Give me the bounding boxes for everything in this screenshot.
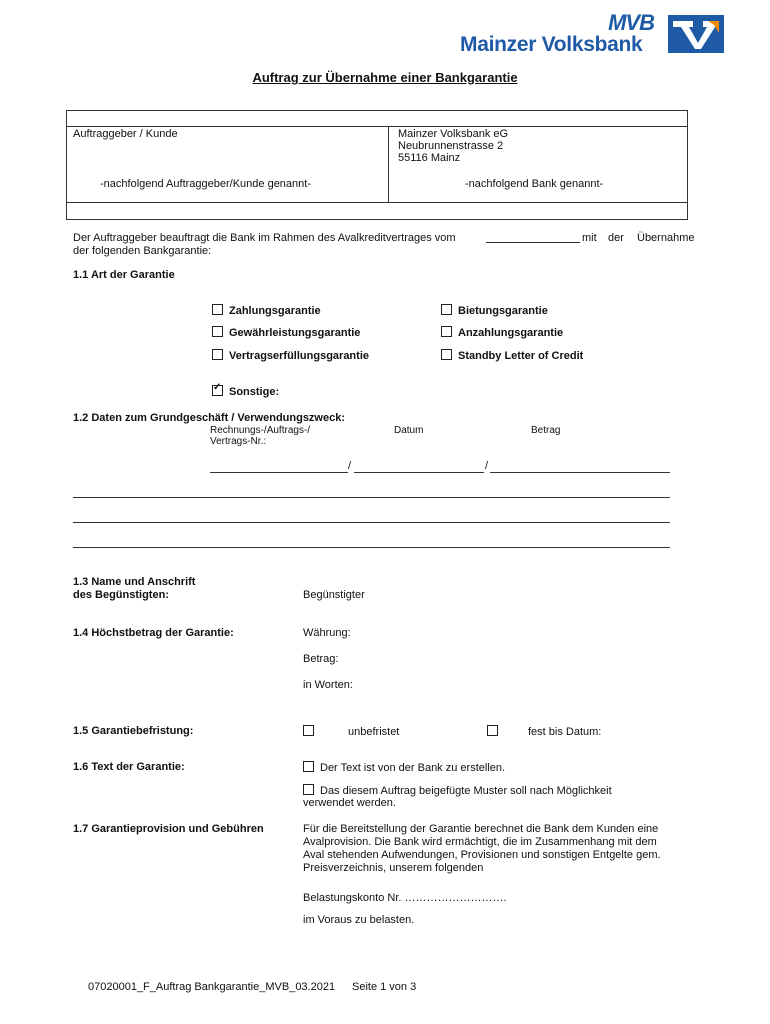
checkbox-icon[interactable] [303,761,314,772]
client-label: Auftraggeber / Kunde [73,128,178,140]
advance-text: im Voraus zu belasten. [303,914,415,926]
col-reference-label-2: Vertrags-Nr.: [210,436,267,447]
bank-note: -nachfolgend Bank genannt- [465,178,604,190]
section-1-7-heading: 1.7 Garantieprovision und Gebühren [73,823,264,835]
currency-label: Währung: [303,627,351,639]
checkbox-icon[interactable] [441,326,452,337]
checkbox-icon[interactable] [212,326,223,337]
option-attached-template[interactable]: Das diesem Auftrag beigefügte Muster soll nach Möglichkeit [303,784,612,797]
reference-field[interactable] [210,472,348,473]
purpose-line-2[interactable] [73,522,670,523]
purpose-line-3[interactable] [73,547,670,548]
option-vertragserfuellungsgarantie[interactable]: Vertragserfüllungsgarantie [212,349,369,362]
beneficiary-value: Begünstigter [303,589,365,601]
col-date-label: Datum [394,425,424,436]
col-amount-label: Betrag [531,425,561,436]
section-1-6-heading: 1.6 Text der Garantie: [73,761,185,773]
account-field[interactable]: Belastungskonto Nr. ………………………. [303,892,507,904]
option-gewaehrleistungsgarantie[interactable]: Gewährleistungsgarantie [212,326,360,339]
bank-name: Mainzer Volksbank eG [398,128,509,140]
option-zahlungsgarantie[interactable]: Zahlungsgarantie [212,304,321,317]
option-unbefristet[interactable]: unbefristet [303,725,399,738]
page-title: Auftrag zur Übernahme einer Bankgarantie [252,70,518,85]
checkbox-icon[interactable] [303,725,314,736]
section-1-2-heading: 1.2 Daten zum Grundgeschäft / Verwendungszweck: [73,412,346,424]
option-bank-text[interactable]: Der Text ist von der Bank zu erstellen. [303,761,505,774]
checkbox-icon[interactable] [303,784,314,795]
date-field[interactable] [354,472,484,473]
amount-words-label: in Worten: [303,679,353,691]
volksbank-logo-icon [668,15,724,53]
checkbox-icon[interactable] [212,304,223,315]
logo-name: Mainzer Volksbank [460,33,643,56]
checkbox-icon[interactable] [487,725,498,736]
bank-street: Neubrunnenstrasse 2 [398,140,504,152]
client-note: -nachfolgend Auftraggeber/Kunde genannt- [100,178,311,190]
option-sonstige[interactable]: ✓Sonstige: [212,385,279,398]
checkbox-icon[interactable] [212,349,223,360]
amount-field[interactable] [490,472,670,473]
option-fest-bis-datum[interactable]: fest bis Datum: [487,725,601,738]
logo-mark: MVB [608,10,654,35]
section-1-4-heading: 1.4 Höchstbetrag der Garantie: [73,627,234,639]
amount-label: Betrag: [303,653,339,665]
section-1-3-heading: 1.3 Name und Anschrift [73,576,196,588]
bank-city: 55116 Mainz [398,152,461,164]
option-standby-letter[interactable]: Standby Letter of Credit [441,349,583,362]
col-reference-label: Rechnungs-/Auftrags-/ [210,425,311,436]
footer-doc-id: 07020001_F_Auftrag Bankgarantie_MVB_03.2021 [88,981,336,993]
checkbox-checked-icon[interactable] [212,385,223,396]
purpose-line-1[interactable] [73,497,670,498]
option-anzahlungsgarantie[interactable]: Anzahlungsgarantie [441,326,563,339]
section-1-1-heading: 1.1 Art der Garantie [73,269,175,281]
contract-date-field[interactable] [486,242,580,243]
checkbox-icon[interactable] [441,304,452,315]
option-bietungsgarantie[interactable]: Bietungsgarantie [441,304,548,317]
intro-text: Der Auftraggeber beauftragt die Bank im Rahmen des Avalkreditvertrages vom [73,232,456,244]
fee-text: Für die Bereitstellung der Garantie berechnet die Bank dem Kunden eine [303,823,659,835]
section-1-5-heading: 1.5 Garantiebefristung: [73,725,194,737]
checkbox-icon[interactable] [441,349,452,360]
footer-page-number: Seite 1 von 3 [352,981,417,993]
